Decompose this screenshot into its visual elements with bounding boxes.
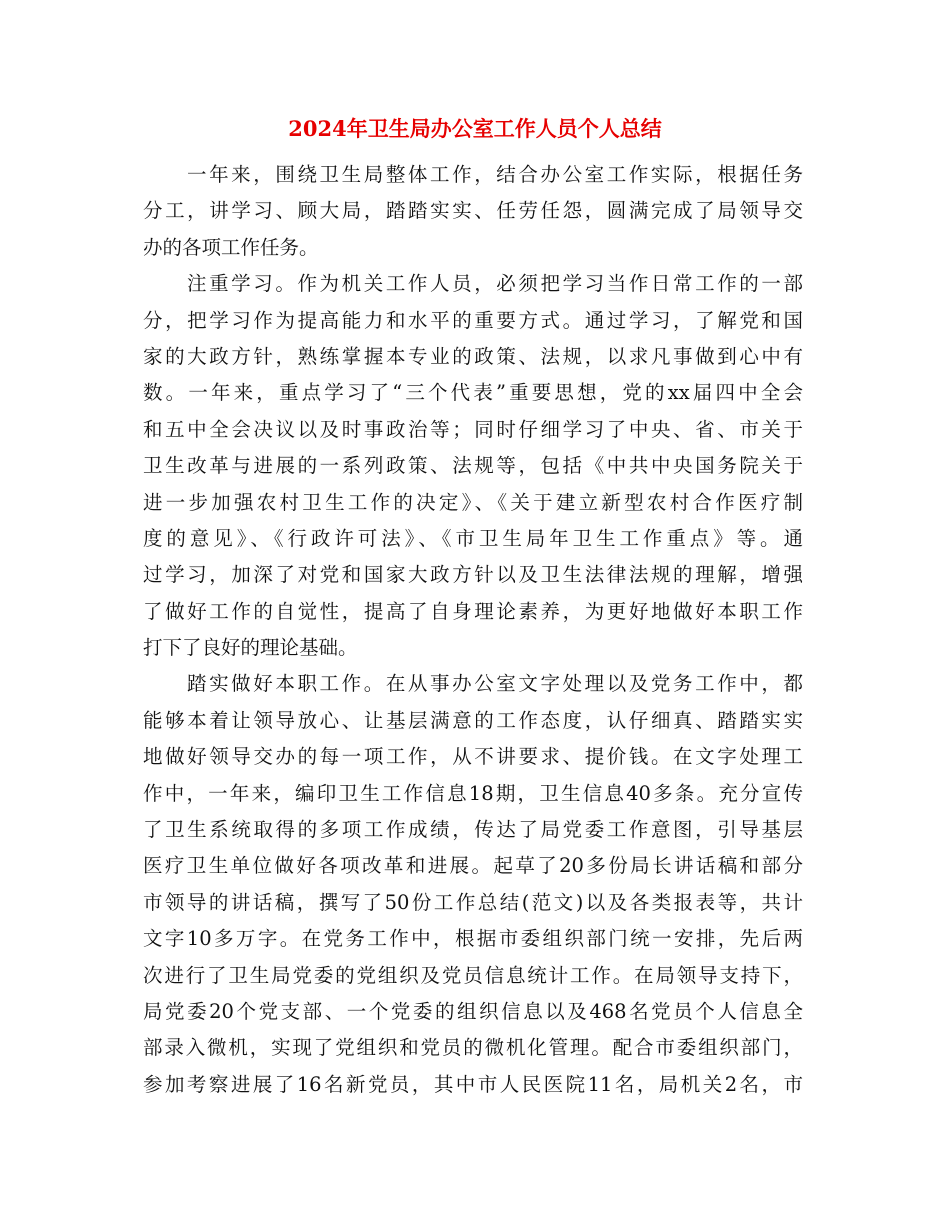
text-line: 能够本着让领导放心、让基层满意的工作态度，认仔细真、踏踏实实 <box>143 708 803 732</box>
paragraph-work <box>143 666 803 1103</box>
text-line: 分，把学习作为提高能力和水平的重要方式。通过学习，了解党和国 <box>143 308 803 332</box>
document-title: 2024年卫生局办公室工作人员个人总结 <box>288 116 662 141</box>
text-line: 了卫生系统取得的多项工作成绩，传达了局党委工作意图，引导基层 <box>143 818 803 842</box>
text-line: 次进行了卫生局党委的党组织及党员信息统计工作。在局领导支持下， <box>143 963 803 987</box>
text-line: 医疗卫生单位做好各项改革和进展。起草了20多份局长讲话稿和部分 <box>143 854 803 878</box>
text-line: 文字10多万字。在党务工作中，根据市委组织部门统一安排，先后两 <box>143 927 803 951</box>
document-body <box>143 157 803 1103</box>
text-line: 和五中全会决议以及时事政治等；同时仔细学习了中央、省、市关于 <box>143 417 803 441</box>
paragraph-intro <box>143 157 803 266</box>
text-line: 进一步加强农村卫生工作的决定》、《关于建立新型农村合作医疗制 <box>143 490 803 514</box>
text-line: 分工，讲学习、顾大局，踏踏实实、任劳任怨，圆满完成了局领导交 <box>143 199 803 223</box>
text-line: 了做好工作的自觉性，提高了自身理论素养，为更好地做好本职工作 <box>143 599 803 623</box>
text-line: 市领导的讲话稿，撰写了50份工作总结(范文)以及各类报表等，共计 <box>143 890 803 914</box>
text-line: 局党委20个党支部、一个党委的组织信息以及468名党员个人信息全 <box>143 999 803 1023</box>
text-line: 参加考察进展了16名新党员，其中市人民医院11名，局机关2名，市 <box>143 1072 803 1096</box>
text-line: 度的意见》、《行政许可法》、《市卫生局年卫生工作重点》等。通 <box>143 526 803 550</box>
text-line: 地做好领导交办的每一项工作，从不讲要求、提价钱。在文字处理工 <box>143 745 803 769</box>
paragraph-study <box>143 266 803 666</box>
text-line: 打下了良好的理论基础。 <box>143 636 358 660</box>
text-line: 家的大政方针，熟练掌握本专业的政策、法规，以求凡事做到心中有 <box>143 344 803 368</box>
text-line: 办的各项工作任务。 <box>143 235 319 259</box>
text-line: 注重学习。作为机关工作人员，必须把学习当作日常工作的一部 <box>187 272 803 296</box>
text-line: 踏实做好本职工作。在从事办公室文字处理以及党务工作中，都 <box>187 672 803 696</box>
text-line: 部录入微机，实现了党组织和党员的微机化管理。配合市委组织部门， <box>143 1036 803 1060</box>
text-line: 过学习，加深了对党和国家大政方针以及卫生法律法规的理解，增强 <box>143 563 803 587</box>
text-line: 卫生改革与进展的一系列政策、法规等，包括《中共中央国务院关于 <box>143 454 803 478</box>
text-line: 数。一年来，重点学习了“三个代表”重要思想，党的xx届四中全会 <box>143 381 803 405</box>
text-line: 作中，一年来，编印卫生工作信息18期，卫生信息40多条。充分宣传 <box>143 781 803 805</box>
text-line: 一年来，围绕卫生局整体工作，结合办公室工作实际，根据任务 <box>187 163 803 186</box>
